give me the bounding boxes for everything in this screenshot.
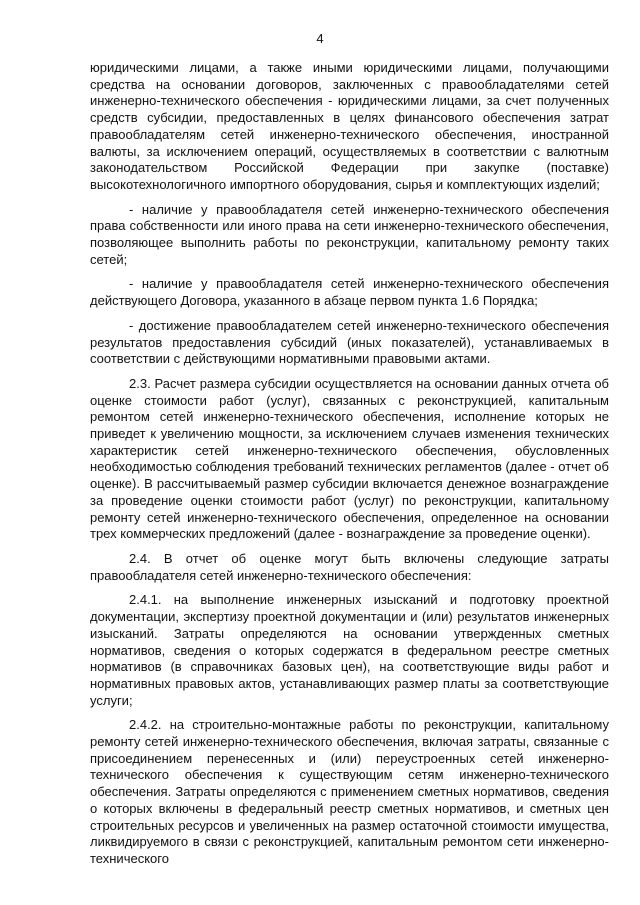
paragraph: 2.3. Расчет размера субсидии осуществляется на основании данных отчета об оценке стоимости работ (услуг), связанных с реконструкцией, капитальным ремонтом сетей инженерно-технического обеспечения, исполнение которых не приведет к увеличению мощности, за исключением случаев изменения технических характеристик сетей инженерно-технического обеспечения, обусловленных необходимостью соблюдения требований технических регламентов (далее - отчет об оценке). В рассчитываемый размер субсидии включается денежное вознаграждение за проведение оценки стоимости работ (услуг) по реконструкции, капитальному ремонту сетей инженерно-технического обеспечения, определенное на основании трех коммерческих предложений (далее - вознаграждение за проведение оценки). xyxy=(90,375,609,542)
paragraph: - достижение правообладателем сетей инженерно-технического обеспечения результатов предоставления субсидий (иных показателей), устанавливаемых в соответствии с действующими нормативными правовыми актами. xyxy=(90,317,609,367)
paragraph: - наличие у правообладателя сетей инженерно-технического обеспечения действующего Договора, указанного в абзаце первом пункта 1.6 Порядка; xyxy=(90,276,609,309)
page-number: 4 xyxy=(316,31,324,46)
document-body xyxy=(90,60,609,876)
paragraph: - наличие у правообладателя сетей инженерно-технического обеспечения права собственности или иного права на сети инженерно-технического обеспечения, позволяющее выполнить работы по реконструкции, капитальному ремонту таких сетей; xyxy=(90,201,609,267)
paragraph: 2.4.2. на строительно-монтажные работы по реконструкции, капитальному ремонту сетей инженерно-технического обеспечения, включая затраты, связанные с присоединением перенесенных и (или) переустроенных сетей инженерно-технического обеспечения к существующим сетям инженерно-технического обеспечения. Затраты определяются с применением сметных нормативов, сведения о которых включены в федеральный реестр сметных нормативов, и сметных цен строительных ресурсов и увеличенных на размер остаточной стоимости имущества, ликвидируемого в связи с реконструкцией, капитальным ремонтом сети инженерно-технического xyxy=(90,717,609,866)
paragraph: 2.4.1. на выполнение инженерных изысканий и подготовку проектной документации, экспертизу проектной документации и (или) результатов инженерных изысканий. Затраты определяются на основании утвержденных сметных нормативов, сведения о которых содержатся в федеральном реестре сметных нормативов (в справочниках базовых цен), на соответствующие виды работ и нормативных правовых актов, устанавливающих размер платы за соответствующие услуги; xyxy=(90,592,609,708)
paragraph: юридическими лицами, а также иными юридическими лицами, получающими средства на основании договоров, заключенных с правообладателями сетей инженерно-технического обеспечения - юридическими лицами, за счет полученных средств субсидии, предоставленных в целях финансового обеспечения затрат правообладателям сетей инженерно-технического обеспечения, иностранной валюты, за исключением операций, осуществляемых в соответствии с валютным законодательством Российской Федерации при закупке (поставке) высокотехнологичного импортного оборудования, сырья и комплектующих изделий; xyxy=(90,60,609,192)
paragraph: 2.4. В отчет об оценке могут быть включены следующие затраты правообладателя сетей инженерно-технического обеспечения: xyxy=(90,550,609,583)
